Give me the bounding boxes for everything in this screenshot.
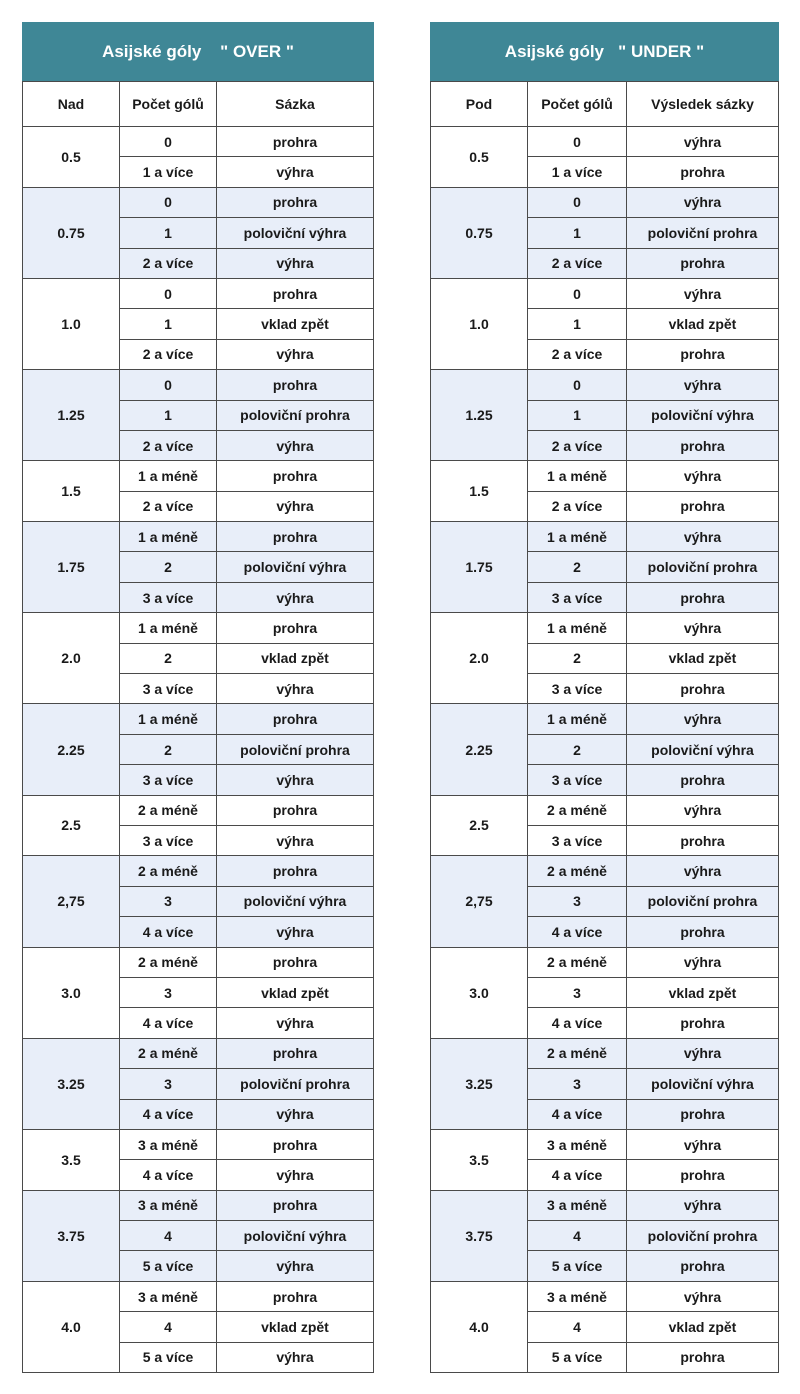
result-cell: výhra	[627, 461, 779, 491]
result-cell: výhra	[627, 370, 779, 400]
table-row	[23, 856, 374, 886]
goals-cell: 5 a více	[528, 1251, 627, 1281]
goals-cell: 2 a méně	[120, 795, 217, 825]
result-cell: výhra	[217, 765, 374, 795]
result-cell: poloviční prohra	[217, 734, 374, 764]
table-row	[431, 613, 779, 643]
result-cell: poloviční prohra	[217, 1069, 374, 1099]
result-cell: výhra	[627, 704, 779, 734]
result-cell: prohra	[217, 370, 374, 400]
goals-cell: 1	[120, 400, 217, 430]
under-table-panel	[430, 22, 779, 1373]
result-cell: prohra	[627, 582, 779, 612]
goals-cell: 4	[120, 1312, 217, 1342]
under-table-body	[431, 127, 779, 1373]
goals-cell: 1	[528, 309, 627, 339]
goals-cell: 2 a méně	[528, 856, 627, 886]
goals-cell: 4 a více	[528, 1160, 627, 1190]
goals-cell: 2 a méně	[120, 1038, 217, 1068]
goals-cell: 3 a více	[528, 674, 627, 704]
result-cell: výhra	[217, 1008, 374, 1038]
result-cell: prohra	[627, 491, 779, 521]
table-row	[431, 187, 779, 217]
goals-cell: 1 a méně	[528, 613, 627, 643]
goals-cell: 2 a více	[120, 430, 217, 460]
table-row	[431, 461, 779, 491]
result-cell: prohra	[627, 248, 779, 278]
result-cell: vklad zpět	[217, 977, 374, 1007]
result-cell: prohra	[627, 1160, 779, 1190]
goals-cell: 3 a méně	[528, 1281, 627, 1311]
goals-cell: 0	[528, 127, 627, 157]
goals-cell: 3 a méně	[528, 1129, 627, 1159]
goals-cell: 2	[120, 552, 217, 582]
table-row	[23, 187, 374, 217]
result-cell: výhra	[217, 430, 374, 460]
result-cell: vklad zpět	[217, 309, 374, 339]
goals-cell: 5 a více	[120, 1342, 217, 1372]
result-cell: poloviční výhra	[217, 218, 374, 248]
result-cell: prohra	[217, 1129, 374, 1159]
result-cell: prohra	[627, 917, 779, 947]
result-cell: výhra	[627, 127, 779, 157]
result-cell: prohra	[217, 704, 374, 734]
under-table	[430, 81, 779, 1373]
result-cell: výhra	[627, 947, 779, 977]
table-row	[431, 278, 779, 308]
result-cell: vklad zpět	[627, 1312, 779, 1342]
goals-cell: 1	[120, 309, 217, 339]
line-value-cell: 3.0	[23, 947, 120, 1038]
line-value-cell: 2.25	[23, 704, 120, 795]
goals-cell: 4	[528, 1221, 627, 1251]
result-cell: prohra	[627, 765, 779, 795]
table-row	[431, 795, 779, 825]
column-header-line: Nad	[23, 82, 120, 127]
result-cell: výhra	[627, 187, 779, 217]
goals-cell: 3 a méně	[120, 1129, 217, 1159]
result-cell: výhra	[217, 491, 374, 521]
goals-cell: 2 a méně	[120, 947, 217, 977]
result-cell: prohra	[217, 187, 374, 217]
table-row	[431, 1190, 779, 1220]
result-cell: vklad zpět	[627, 309, 779, 339]
line-value-cell: 4.0	[431, 1281, 528, 1372]
table-row	[23, 1281, 374, 1311]
result-cell: výhra	[627, 856, 779, 886]
line-value-cell: 1.25	[431, 370, 528, 461]
goals-cell: 3 a méně	[528, 1190, 627, 1220]
result-cell: prohra	[627, 430, 779, 460]
line-value-cell: 1.75	[23, 522, 120, 613]
result-cell: prohra	[627, 157, 779, 187]
line-value-cell: 1.5	[23, 461, 120, 522]
result-cell: výhra	[217, 825, 374, 855]
result-cell: prohra	[627, 825, 779, 855]
goals-cell: 4	[528, 1312, 627, 1342]
result-cell: poloviční výhra	[217, 886, 374, 916]
table-row	[23, 1038, 374, 1068]
goals-cell: 3 a méně	[120, 1281, 217, 1311]
result-cell: vklad zpět	[627, 977, 779, 1007]
goals-cell: 3 a více	[528, 582, 627, 612]
result-cell: poloviční prohra	[627, 886, 779, 916]
table-row	[23, 1190, 374, 1220]
goals-cell: 2 a více	[120, 248, 217, 278]
goals-cell: 3	[528, 886, 627, 916]
line-value-cell: 3.5	[23, 1129, 120, 1190]
goals-cell: 2	[528, 552, 627, 582]
result-cell: vklad zpět	[217, 1312, 374, 1342]
table-row	[431, 127, 779, 157]
table-row	[23, 795, 374, 825]
over-table	[22, 81, 374, 1373]
over-table-panel	[22, 22, 374, 1373]
goals-cell: 4 a více	[120, 1008, 217, 1038]
result-cell: poloviční výhra	[627, 1069, 779, 1099]
under-table-title: Asijské góly " UNDER "	[430, 22, 779, 81]
line-value-cell: 3.25	[431, 1038, 528, 1129]
goals-cell: 2	[120, 734, 217, 764]
result-cell: prohra	[627, 1251, 779, 1281]
goals-cell: 1 a více	[120, 157, 217, 187]
line-value-cell: 2.0	[23, 613, 120, 704]
goals-cell: 0	[120, 278, 217, 308]
result-cell: prohra	[627, 674, 779, 704]
result-cell: poloviční výhra	[627, 734, 779, 764]
table-row	[431, 856, 779, 886]
result-cell: výhra	[217, 339, 374, 369]
goals-cell: 3 a více	[120, 765, 217, 795]
goals-cell: 0	[528, 370, 627, 400]
result-cell: výhra	[217, 157, 374, 187]
result-cell: prohra	[217, 522, 374, 552]
result-cell: prohra	[217, 461, 374, 491]
goals-cell: 3 a více	[528, 765, 627, 795]
result-cell: výhra	[217, 1342, 374, 1372]
table-row	[23, 522, 374, 552]
result-cell: prohra	[217, 1190, 374, 1220]
result-cell: výhra	[627, 1281, 779, 1311]
result-cell: výhra	[217, 674, 374, 704]
goals-cell: 4 a více	[528, 917, 627, 947]
result-cell: poloviční prohra	[627, 218, 779, 248]
line-value-cell: 0.5	[23, 127, 120, 188]
table-row	[23, 278, 374, 308]
table-row	[23, 704, 374, 734]
line-value-cell: 1.0	[431, 278, 528, 369]
goals-cell: 0	[120, 187, 217, 217]
line-value-cell: 0.5	[431, 127, 528, 188]
goals-cell: 1	[528, 218, 627, 248]
result-cell: prohra	[217, 1281, 374, 1311]
goals-cell: 0	[528, 278, 627, 308]
line-value-cell: 2.5	[431, 795, 528, 856]
goals-cell: 2 a méně	[528, 947, 627, 977]
goals-cell: 3 a více	[120, 825, 217, 855]
table-row	[431, 1129, 779, 1159]
goals-cell: 1 a méně	[120, 704, 217, 734]
result-cell: prohra	[217, 613, 374, 643]
result-cell: prohra	[217, 947, 374, 977]
result-cell: výhra	[627, 1038, 779, 1068]
goals-cell: 2 a méně	[528, 795, 627, 825]
result-cell: výhra	[627, 1190, 779, 1220]
result-cell: výhra	[217, 1160, 374, 1190]
goals-cell: 1 a méně	[120, 522, 217, 552]
table-row	[431, 704, 779, 734]
goals-cell: 1 a méně	[528, 522, 627, 552]
line-value-cell: 1.5	[431, 461, 528, 522]
result-cell: poloviční prohra	[217, 400, 374, 430]
goals-cell: 3	[528, 1069, 627, 1099]
table-row	[23, 947, 374, 977]
result-cell: výhra	[217, 1251, 374, 1281]
line-value-cell: 1.25	[23, 370, 120, 461]
goals-cell: 5 a více	[120, 1251, 217, 1281]
result-cell: výhra	[627, 1129, 779, 1159]
result-cell: poloviční výhra	[217, 552, 374, 582]
result-cell: prohra	[217, 1038, 374, 1068]
goals-cell: 2	[528, 643, 627, 673]
goals-cell: 1 a méně	[528, 704, 627, 734]
goals-cell: 4 a více	[528, 1099, 627, 1129]
line-value-cell: 3.75	[431, 1190, 528, 1281]
table-row	[431, 370, 779, 400]
result-cell: výhra	[217, 1099, 374, 1129]
column-header-bet: Sázka	[217, 82, 374, 127]
line-value-cell: 3.25	[23, 1038, 120, 1129]
result-cell: výhra	[217, 582, 374, 612]
result-cell: výhra	[217, 248, 374, 278]
goals-cell: 3 a více	[528, 825, 627, 855]
result-cell: výhra	[627, 613, 779, 643]
line-value-cell: 1.75	[431, 522, 528, 613]
result-cell: prohra	[217, 856, 374, 886]
goals-cell: 2 a více	[528, 491, 627, 521]
goals-cell: 3 a méně	[120, 1190, 217, 1220]
goals-cell: 3 a více	[120, 674, 217, 704]
table-row	[23, 1129, 374, 1159]
goals-cell: 1 a méně	[120, 461, 217, 491]
goals-cell: 4 a více	[528, 1008, 627, 1038]
result-cell: vklad zpět	[627, 643, 779, 673]
line-value-cell: 2,75	[431, 856, 528, 947]
goals-cell: 2	[528, 734, 627, 764]
goals-cell: 3	[120, 977, 217, 1007]
goals-cell: 2 a více	[528, 430, 627, 460]
table-row	[431, 1281, 779, 1311]
goals-cell: 2 a více	[528, 248, 627, 278]
goals-cell: 1	[120, 218, 217, 248]
goals-cell: 0	[120, 127, 217, 157]
table-row	[431, 947, 779, 977]
result-cell: výhra	[627, 278, 779, 308]
table-row	[431, 522, 779, 552]
goals-cell: 5 a více	[528, 1342, 627, 1372]
table-row	[23, 370, 374, 400]
result-cell: vklad zpět	[217, 643, 374, 673]
goals-cell: 3	[528, 977, 627, 1007]
result-cell: prohra	[217, 278, 374, 308]
goals-cell: 4 a více	[120, 917, 217, 947]
goals-cell: 2 a více	[120, 339, 217, 369]
line-value-cell: 0.75	[23, 187, 120, 278]
goals-cell: 4 a více	[120, 1099, 217, 1129]
goals-cell: 0	[120, 370, 217, 400]
column-header-result: Výsledek sázky	[627, 82, 779, 127]
goals-cell: 1 a méně	[528, 461, 627, 491]
line-value-cell: 4.0	[23, 1281, 120, 1372]
result-cell: výhra	[627, 795, 779, 825]
line-value-cell: 0.75	[431, 187, 528, 278]
result-cell: prohra	[627, 1099, 779, 1129]
goals-cell: 2 a více	[120, 491, 217, 521]
line-value-cell: 2.0	[431, 613, 528, 704]
line-value-cell: 2,75	[23, 856, 120, 947]
goals-cell: 1	[528, 400, 627, 430]
line-value-cell: 2.25	[431, 704, 528, 795]
goals-cell: 4 a více	[120, 1160, 217, 1190]
line-value-cell: 3.75	[23, 1190, 120, 1281]
goals-cell: 4	[120, 1221, 217, 1251]
table-row	[431, 1038, 779, 1068]
result-cell: poloviční prohra	[627, 1221, 779, 1251]
column-header-goals: Počet gólů	[528, 82, 627, 127]
line-value-cell: 3.0	[431, 947, 528, 1038]
result-cell: poloviční prohra	[627, 552, 779, 582]
table-row	[23, 461, 374, 491]
result-cell: výhra	[217, 917, 374, 947]
goals-cell: 3 a více	[120, 582, 217, 612]
result-cell: prohra	[217, 795, 374, 825]
result-cell: poloviční výhra	[627, 400, 779, 430]
table-row	[23, 127, 374, 157]
line-value-cell: 2.5	[23, 795, 120, 856]
goals-cell: 2	[120, 643, 217, 673]
line-value-cell: 3.5	[431, 1129, 528, 1190]
goals-cell: 2 a méně	[120, 856, 217, 886]
result-cell: výhra	[627, 522, 779, 552]
goals-cell: 0	[528, 187, 627, 217]
column-header-goals: Počet gólů	[120, 82, 217, 127]
result-cell: prohra	[627, 339, 779, 369]
goals-cell: 1 a více	[528, 157, 627, 187]
table-row	[23, 613, 374, 643]
goals-cell: 3	[120, 886, 217, 916]
goals-cell: 2 a více	[528, 339, 627, 369]
goals-cell: 2 a méně	[528, 1038, 627, 1068]
result-cell: poloviční výhra	[217, 1221, 374, 1251]
result-cell: prohra	[217, 127, 374, 157]
result-cell: prohra	[627, 1008, 779, 1038]
column-header-line: Pod	[431, 82, 528, 127]
over-table-body	[23, 127, 374, 1373]
result-cell: prohra	[627, 1342, 779, 1372]
over-table-title: Asijské góly " OVER "	[22, 22, 374, 81]
goals-cell: 3	[120, 1069, 217, 1099]
line-value-cell: 1.0	[23, 278, 120, 369]
goals-cell: 1 a méně	[120, 613, 217, 643]
